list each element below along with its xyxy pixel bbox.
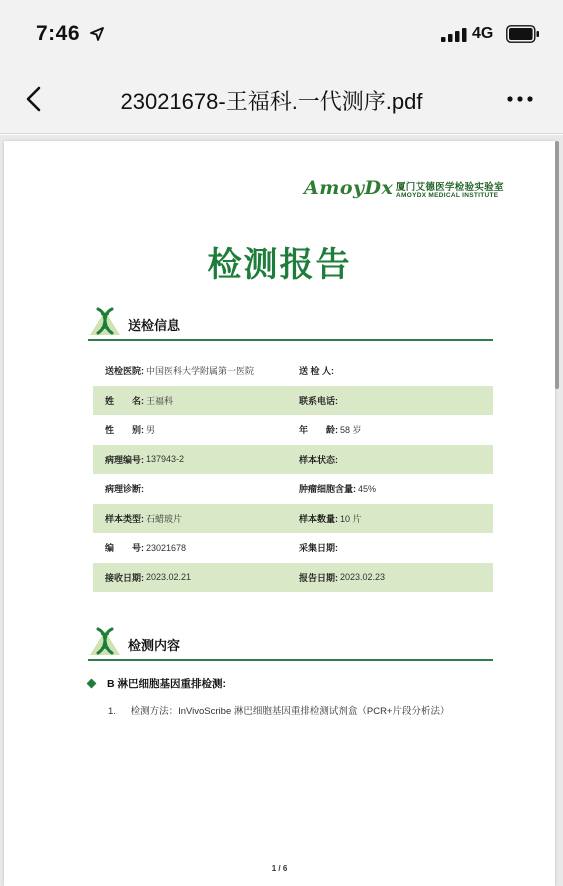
pdf-viewer[interactable] bbox=[0, 135, 563, 886]
table-row bbox=[93, 445, 493, 475]
field-label: 年 龄: bbox=[299, 425, 338, 436]
section-title: 检测内容 bbox=[128, 638, 181, 653]
table-row bbox=[93, 386, 493, 416]
field-label: 样本数量: bbox=[299, 513, 338, 524]
field-value: 2023.02.23 bbox=[340, 572, 386, 583]
test-method-text: 检测方法：InVivoScribe 淋巴细胞基因重排检测试剂盒（PCR+片段分析法） bbox=[130, 706, 450, 717]
test-item-label: B 淋巴细胞基因重排检测: bbox=[107, 678, 226, 690]
table-row bbox=[93, 474, 493, 504]
field-value: 10 片 bbox=[340, 513, 362, 524]
list-number: 1. bbox=[108, 706, 116, 717]
table-row bbox=[93, 563, 493, 593]
table-row bbox=[93, 504, 493, 534]
status-bar bbox=[0, 0, 563, 68]
network-type: 4G bbox=[472, 25, 494, 42]
test-item bbox=[88, 676, 226, 691]
navigation-bar bbox=[0, 68, 563, 134]
back-chevron-icon[interactable] bbox=[18, 82, 52, 116]
field-label: 病理编号: bbox=[105, 454, 144, 465]
field-label: 姓 名: bbox=[105, 395, 144, 406]
field-value: 45% bbox=[358, 483, 377, 494]
dna-icon bbox=[88, 625, 122, 657]
field-label: 病理诊断: bbox=[105, 484, 144, 495]
logo-brand: AmoyDx bbox=[304, 177, 394, 199]
location-arrow-icon bbox=[90, 27, 104, 41]
dna-icon bbox=[88, 305, 122, 337]
field-label: 联系电话: bbox=[299, 395, 338, 406]
pdf-page bbox=[4, 141, 555, 886]
report-title: 检测报告 bbox=[207, 246, 352, 284]
battery-icon bbox=[506, 25, 540, 43]
field-value: 2023.02.21 bbox=[146, 572, 192, 583]
field-label: 性 别: bbox=[105, 425, 144, 436]
field-value: 石蜡玻片 bbox=[146, 513, 183, 524]
scrollbar[interactable] bbox=[555, 141, 559, 389]
field-value: 23021678 bbox=[146, 542, 187, 553]
section-title: 送检信息 bbox=[128, 318, 181, 333]
field-label: 编 号: bbox=[105, 543, 144, 554]
more-options-icon[interactable] bbox=[500, 84, 540, 114]
field-value: 中国医科大学附属第一医院 bbox=[146, 366, 255, 377]
table-row bbox=[93, 533, 493, 563]
field-label: 采集日期: bbox=[299, 543, 338, 554]
logo-chinese-name: 厦门艾德医学检验实验室 bbox=[396, 182, 504, 193]
field-label: 送 检 人: bbox=[299, 366, 334, 377]
submission-info-table bbox=[93, 356, 493, 592]
field-label: 送检医院: bbox=[105, 366, 144, 377]
section-header-submission-info bbox=[88, 305, 493, 341]
field-value: 王福科 bbox=[146, 395, 174, 406]
table-row bbox=[93, 356, 493, 386]
section-header-test-content bbox=[88, 625, 493, 661]
test-method bbox=[108, 703, 449, 717]
page-number: 1 / 6 bbox=[271, 864, 288, 873]
logo-english-name: AMOYDX MEDICAL INSTITUTE bbox=[396, 192, 499, 199]
signal-icon bbox=[441, 28, 467, 42]
amoydx-logo bbox=[304, 175, 504, 207]
field-label: 报告日期: bbox=[299, 572, 338, 583]
table-row bbox=[93, 415, 493, 445]
field-value: 137943-2 bbox=[146, 454, 185, 465]
field-value: 男 bbox=[146, 425, 156, 436]
field-label: 样本状态: bbox=[299, 454, 338, 465]
status-time: 7:46 bbox=[36, 22, 81, 45]
diamond-bullet-icon bbox=[87, 679, 97, 689]
field-label: 样本类型: bbox=[105, 513, 144, 524]
document-title: 23021678-王福科.一代测序.pdf bbox=[120, 89, 423, 114]
field-label: 肿瘤细胞含量: bbox=[299, 484, 356, 495]
field-value: 58 岁 bbox=[340, 425, 362, 436]
field-label: 接收日期: bbox=[105, 572, 144, 583]
